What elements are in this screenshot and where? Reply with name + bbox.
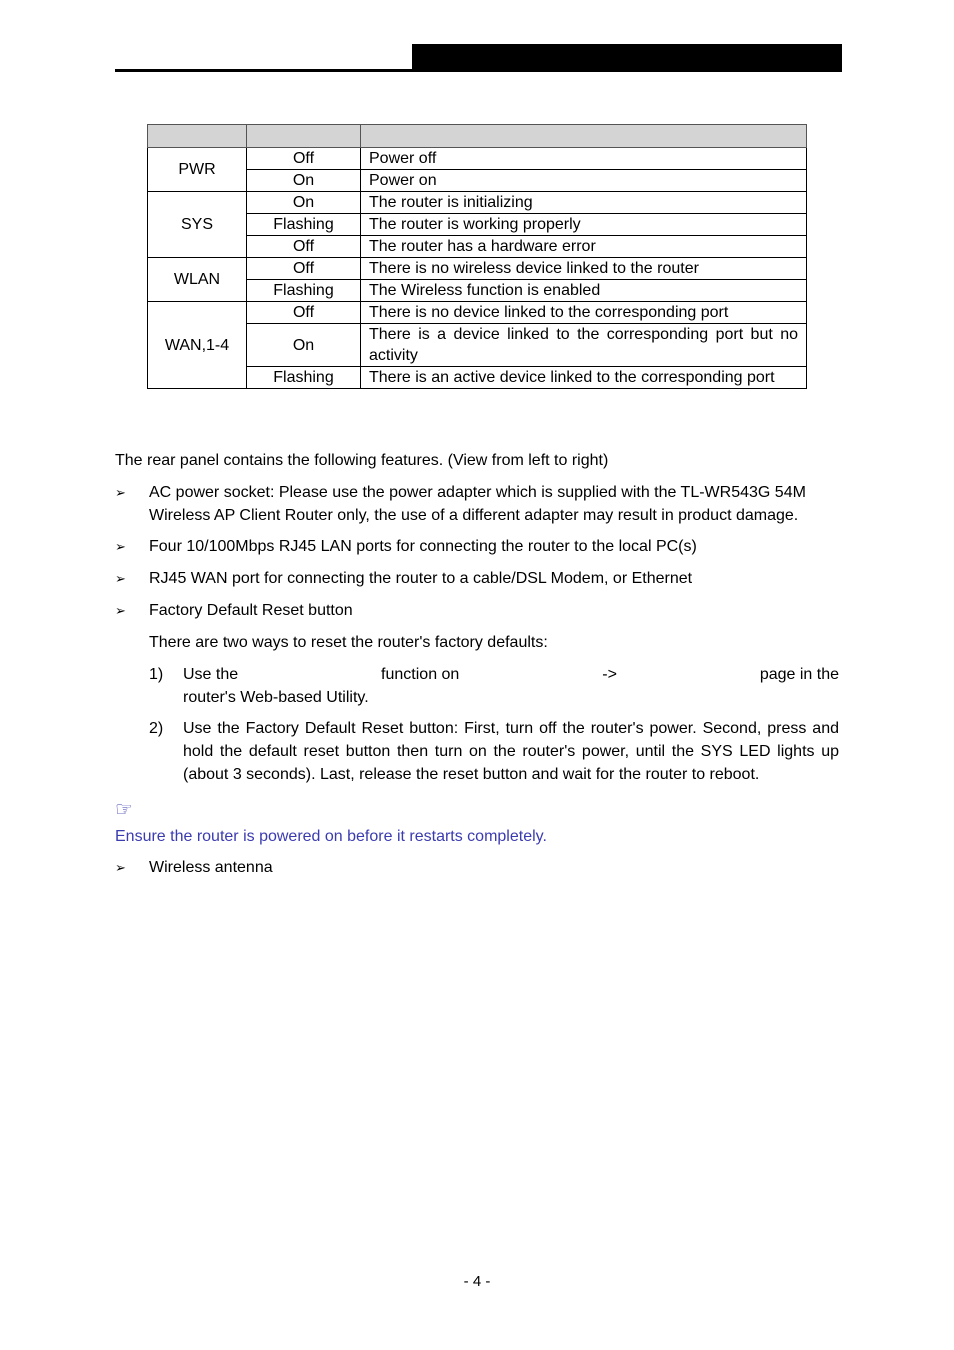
header-bar	[412, 44, 842, 72]
list-item-text: AC power socket: Please use the power adapter which is supplied with the TL-WR543G 54M Wireless AP Client Router only, the use of a different adapter may result in product damage.	[149, 484, 806, 524]
step-line	[183, 663, 839, 686]
step-text-part: page in the	[759, 666, 839, 683]
table-row	[148, 367, 807, 389]
status-cell: Off	[247, 258, 361, 280]
status-cell: On	[247, 192, 361, 214]
header-cell-description	[361, 125, 807, 148]
arrow-bullet-icon: ➢	[115, 860, 126, 875]
status-cell: Off	[247, 236, 361, 258]
table-row	[148, 302, 807, 324]
indicator-cell: WLAN	[148, 258, 247, 302]
list-item-text: Wireless antenna	[149, 859, 273, 876]
header-rule	[115, 69, 413, 72]
table-row	[148, 324, 807, 367]
indicator-cell: SYS	[148, 192, 247, 258]
header-cell-status	[247, 125, 361, 148]
description-cell: The Wireless function is enabled	[361, 280, 807, 302]
step-text-part: Use the	[183, 666, 239, 683]
step-text-part: ->	[602, 666, 617, 683]
list-item	[115, 599, 842, 622]
list-item-text: RJ45 WAN port for connecting the router to a cable/DSL Modem, or Ethernet	[149, 570, 693, 587]
status-cell: On	[247, 170, 361, 192]
table-header-row	[148, 125, 807, 148]
status-cell: Off	[247, 302, 361, 324]
step-text: router's Web-based Utility.	[183, 689, 369, 706]
list-item	[115, 856, 842, 879]
pointing-hand-icon: ☞	[115, 799, 133, 821]
description-cell: The router is working properly	[361, 214, 807, 236]
step-number: 1)	[149, 666, 164, 683]
status-cell: On	[247, 324, 361, 367]
table-row	[148, 258, 807, 280]
step-text: Use the Factory Default Reset button: First, turn off the router's power. Second, press and hold the default reset button then turn on the router's power, until the SYS LED lights up (about 3 seconds). Last, release the reset button and wait for the router to reboot.	[183, 720, 839, 783]
table-row	[148, 192, 807, 214]
description-cell: There is no device linked to the corresponding port	[361, 302, 807, 324]
table-row	[148, 280, 807, 302]
arrow-bullet-icon: ➢	[115, 571, 126, 586]
indicator-cell: PWR	[148, 148, 247, 192]
description-cell: The router is initializing	[361, 192, 807, 214]
list-item	[115, 481, 842, 527]
description-cell: Power on	[361, 170, 807, 192]
status-cell: Flashing	[247, 280, 361, 302]
arrow-bullet-icon: ➢	[115, 485, 126, 500]
description-cell: There is no wireless device linked to the router	[361, 258, 807, 280]
header-cell-indicator	[148, 125, 247, 148]
page-number: - 4 -	[463, 1273, 491, 1290]
numbered-step	[149, 717, 839, 786]
status-cell: Flashing	[247, 367, 361, 389]
list-item-text: Four 10/100Mbps RJ45 LAN ports for connecting the router to the local PC(s)	[149, 538, 697, 555]
status-cell: Flashing	[247, 214, 361, 236]
numbered-step	[149, 663, 839, 709]
step-text-part: function on	[381, 666, 460, 683]
table-row	[148, 148, 807, 170]
list-item	[115, 567, 842, 590]
table-row	[148, 214, 807, 236]
note-text: Ensure the router is powered on before it restarts completely.	[115, 828, 547, 845]
rear-panel-intro: The rear panel contains the following features. (View from left to right)	[115, 452, 609, 469]
description-cell: Power off	[361, 148, 807, 170]
description-cell: The router has a hardware error	[361, 236, 807, 258]
description-cell: There is a device linked to the corresponding port but no activity	[361, 324, 807, 367]
table-row	[148, 170, 807, 192]
status-cell: Off	[247, 148, 361, 170]
reset-intro: There are two ways to reset the router's factory defaults:	[149, 634, 548, 651]
list-item-text: Factory Default Reset button	[149, 602, 353, 619]
led-status-table	[147, 124, 807, 389]
indicator-cell: WAN,1-4	[148, 302, 247, 389]
step-number: 2)	[149, 720, 164, 737]
description-cell: There is an active device linked to the corresponding port	[361, 367, 807, 389]
table-row	[148, 236, 807, 258]
list-item	[115, 535, 842, 558]
arrow-bullet-icon: ➢	[115, 539, 126, 554]
arrow-bullet-icon: ➢	[115, 603, 126, 618]
